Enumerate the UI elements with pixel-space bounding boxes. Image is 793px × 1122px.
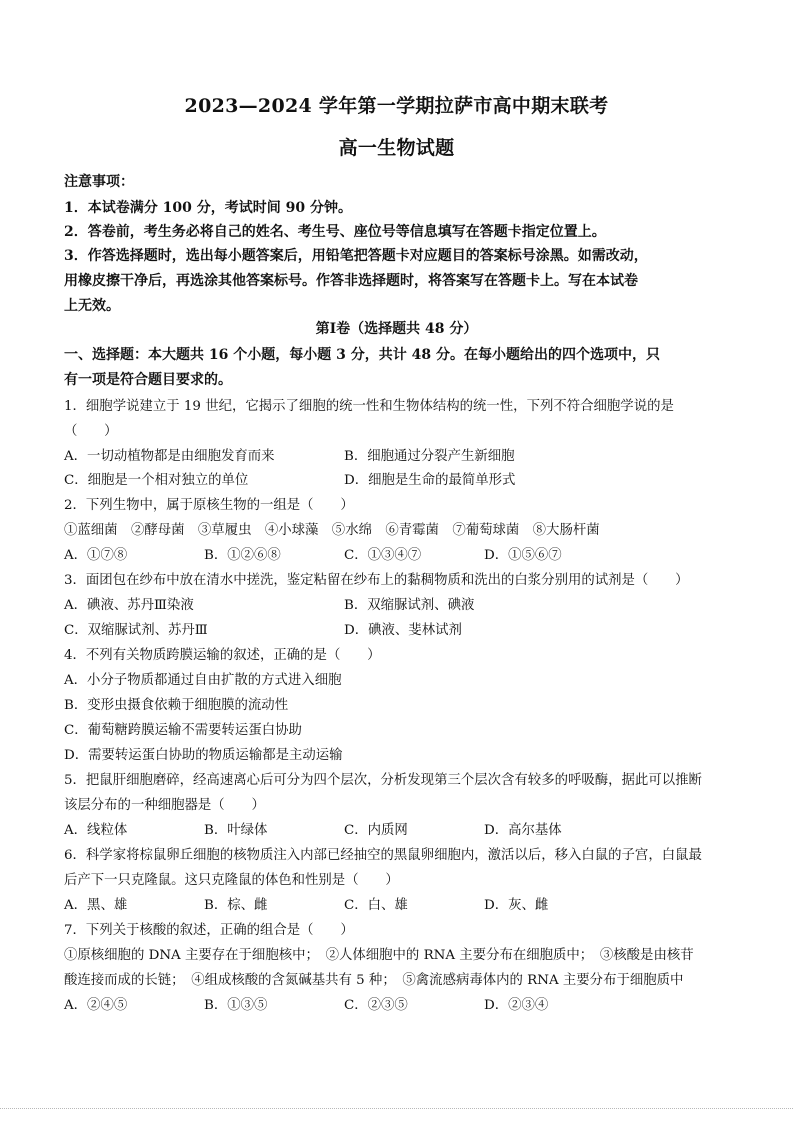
q6-stem-line-1: 6．科学家将棕鼠卵丘细胞的核物质注入内部已经抽空的黑鼠卵细胞内，激活以后，移入白鼠的子宫，白鼠最 — [64, 848, 702, 863]
notice-item-3-line-1: 3．作答选择题时，选出每小题答案后，用铅笔把答题卡对应题目的答案标号涂黑。如需改动， — [64, 248, 648, 264]
q6-option-b: B．棕、雌 — [204, 898, 268, 913]
q1-stem-line-2: （ ） — [64, 424, 118, 439]
q5-option-d: D．高尔基体 — [484, 823, 562, 838]
q2-option-c: C．①③④⑦ — [344, 548, 422, 563]
notice-item-2: 2．答卷前，考生务必将自己的姓名、考生号、座位号等信息填写在答题卡指定位置上。 — [64, 224, 606, 240]
notice-item-3-line-3: 上无效。 — [64, 298, 120, 314]
q5-option-b: B．叶绿体 — [204, 823, 268, 838]
notice-heading: 注意事项： — [64, 174, 134, 190]
q7-option-a: A．②④⑤ — [64, 998, 128, 1013]
q4-option-a: A．小分子物质都通过自由扩散的方式进入细胞 — [64, 673, 342, 688]
section-title: 第Ⅰ卷（选择题共 48 分） — [315, 321, 478, 337]
q3-stem: 3．面团包在纱布中放在清水中搓洗，鉴定粘留在纱布上的黏稠物质和洗出的白浆分别用的试剂是（ ） — [64, 573, 689, 588]
q7-option-c: C．②③⑤ — [344, 998, 408, 1013]
q3-option-b: B．双缩脲试剂、碘液 — [344, 598, 475, 613]
q6-option-a: A．黑、雄 — [64, 898, 128, 913]
q4-option-d: D．需要转运蛋白协助的物质运输都是主动运输 — [64, 748, 343, 763]
section-instruction-line-1: 一、选择题：本大题共 16 个小题，每小题 3 分，共计 48 分。在每小题给出的四个选项中，只 — [64, 347, 660, 363]
q5-option-c: C．内质网 — [344, 823, 408, 838]
exam-subtitle: 高一生物试题 — [338, 137, 455, 159]
q7-option-b: B．①③⑤ — [204, 998, 268, 1013]
q4-option-b: B．变形虫摄食依赖于细胞膜的流动性 — [64, 698, 289, 713]
q1-option-b: B．细胞通过分裂产生新细胞 — [344, 449, 515, 464]
q3-option-d: D．碘液、斐林试剂 — [344, 623, 462, 638]
q5-stem-line-2: 该层分布的一种细胞器是（ ） — [64, 798, 265, 813]
q1-option-a: A．一切动植物都是由细胞发育而来 — [64, 449, 275, 464]
q6-option-d: D．灰、雌 — [484, 898, 549, 913]
q6-stem-line-2: 后产下一只克隆鼠。这只克隆鼠的体色和性别是（ ） — [64, 873, 399, 888]
q2-organism-list: ①蓝细菌 ②酵母菌 ③草履虫 ④小球藻 ⑤水绵 ⑥青霉菌 ⑦葡萄球菌 ⑧大肠杆菌 — [64, 523, 600, 538]
q2-option-b: B．①②⑥⑧ — [204, 548, 281, 563]
q5-stem-line-1: 5．把鼠肝细胞磨碎，经高速离心后可分为四个层次，分析发现第三个层次含有较多的呼吸酶，据此可以推断 — [64, 773, 702, 788]
q5-option-a: A．线粒体 — [64, 823, 128, 838]
q1-stem-line-1: 1．细胞学说建立于 19 世纪，它揭示了细胞的统一性和生物体结构的统一性，下列不符合细胞学说的是 — [64, 399, 674, 414]
q6-option-c: C．白、雄 — [344, 898, 408, 913]
exam-title: 2023—2024 学年第一学期拉萨市高中期末联考 — [184, 95, 609, 117]
q3-option-a: A．碘液、苏丹Ⅲ染液 — [64, 598, 194, 613]
q2-stem: 2．下列生物中，属于原核生物的一组是（ ） — [64, 498, 354, 513]
notice-item-3-line-2: 用橡皮擦干净后，再选涂其他答案标号。作答非选择题时，将答案写在答题卡上。写在本试卷 — [64, 273, 638, 289]
q7-stem: 7．下列关于核酸的叙述，正确的组合是（ ） — [64, 923, 354, 938]
q7-statements-line-2: 酸连接而成的长链； ④组成核酸的含氮碱基共有 5 种； ⑤禽流感病毒体内的 RNA 主要分布于细胞质中 — [64, 973, 684, 988]
q3-option-c: C．双缩脲试剂、苏丹Ⅲ — [64, 623, 208, 638]
notice-item-1: 1．本试卷满分 100 分，考试时间 90 分钟。 — [64, 200, 352, 216]
q2-option-a: A．①⑦⑧ — [64, 548, 128, 563]
q4-stem: 4．不列有关物质跨膜运输的叙述，正确的是（ ） — [64, 648, 381, 663]
q7-option-d: D．②③④ — [484, 998, 549, 1013]
q4-option-c: C．葡萄糖跨膜运输不需要转运蛋白协助 — [64, 723, 302, 738]
q2-option-d: D．①⑤⑥⑦ — [484, 548, 562, 563]
q1-option-d: D．细胞是生命的最简单形式 — [344, 473, 516, 488]
q7-statements-line-1: ①原核细胞的 DNA 主要存在于细胞核中； ②人体细胞中的 RNA 主要分布在细胞质中； ③核酸是由核苷 — [64, 948, 694, 963]
q1-option-c: C．细胞是一个相对独立的单位 — [64, 473, 249, 488]
section-instruction-line-2: 有一项是符合题目要求的。 — [64, 372, 232, 388]
page-footer-divider — [0, 1108, 793, 1109]
